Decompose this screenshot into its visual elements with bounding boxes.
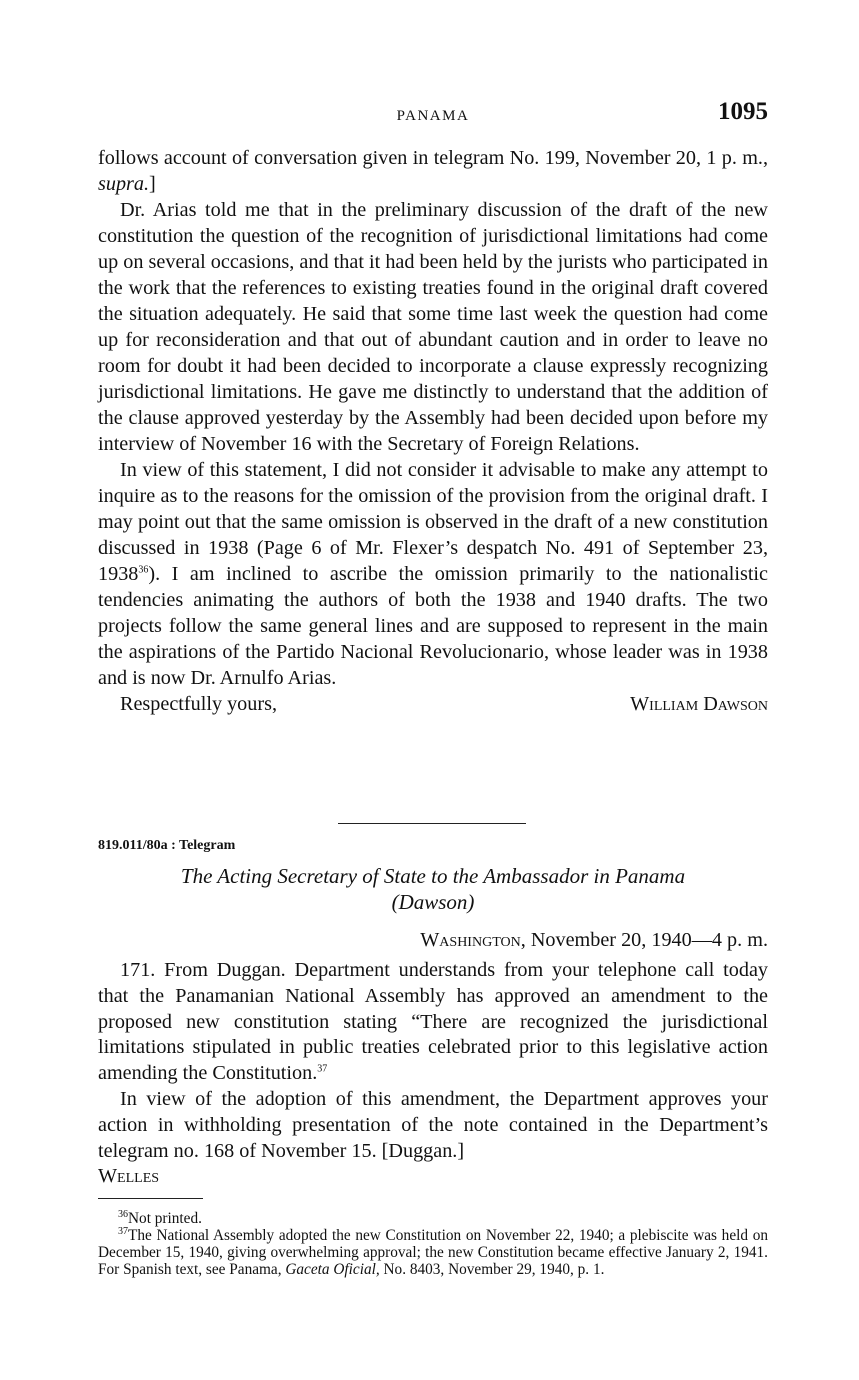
footnote-divider: [98, 1198, 203, 1199]
paragraph-continuation: follows account of conversation given in telegram No. 199, November 20, 1 p. m., supra.]: [98, 147, 768, 195]
complimentary-close: Respectfully yours,: [120, 693, 277, 715]
page-header: [98, 98, 768, 132]
letter-signature: William Dawson: [630, 693, 768, 715]
footnotes: [98, 1210, 768, 1278]
section-divider: [338, 823, 526, 824]
footnote-ref-36: 36: [138, 564, 149, 576]
file-reference: 819.011/80a : Telegram: [98, 838, 236, 853]
italic-supra: supra.: [98, 173, 150, 195]
footnote-ref-37: 37: [317, 1063, 328, 1075]
page-number: 1095: [718, 98, 768, 125]
telegram-signature: Welles: [98, 1165, 160, 1188]
footnote-36: $^{36}$Not printed.: [118, 1208, 202, 1227]
paragraph-statement: In view of this statement, I did not consider it advisable to make any attempt to inquire as to the reasons for the omission of the provision from the original draft. I may point out that the same omission is observed in the draft of a new constitution discussed in 1938 (Page 6 of Mr. Flexer’s despatch No. 491 of September 23, 1938$^{36}$). I am inclined to ascribe the omission primarily to the nationalistic tendencies animating the authors of both the 1938 and 1940 drafts. The two projects follow the same general lines and are supposed to represent in the main the aspirations of the Partido Nacional Revolucionario, whose leader was in 1938 and is now Dr. Arnulfo Arias.: [98, 459, 768, 689]
letter-closing: [98, 691, 768, 717]
letter-body: [98, 145, 768, 717]
dateline-place: Washington,: [420, 929, 526, 951]
footnote-37: $^{37}$The National Assembly adopted the new Constitution on November 22, 1940; a plebiscite was held on December 15, 1940, giving overwhelming approval; the new Constitution became effective January 2, 1941. For Spanish text, see Panama, Gaceta Oficial, No. 8403, November 29, 1940, p. 1.: [98, 1225, 768, 1278]
telegram-paragraph-2: In view of the adoption of this amendment, the Department approves your action in withholding presentation of the note contained in the Department’s telegram no. 168 of November 15. [Duggan.]: [98, 1087, 768, 1162]
document-title: The Acting Secretary of State to the Ambassador in Panama (Dawson): [180, 864, 686, 914]
dateline: [420, 929, 768, 952]
telegram-body: [98, 958, 768, 1190]
telegram-paragraph-1: 171. From Duggan. Department understands from your telephone call today that the Panamanian National Assembly has approved an amendment to the proposed new constitution stating “There are recognized the jurisdictional limitations stipulated in public treaties celebrated prior to this legislative action amending the Constitution.$^{37}$: [98, 959, 768, 1085]
running-head: PANAMA: [396, 108, 470, 124]
paragraph-arias: Dr. Arias told me that in the preliminary discussion of the draft of the new constitution the question of the recognition of jurisdictional limitations had come up on several occasions, and that it had been held by the jurists who participated in the work that the references to existing treaties found in the original draft covered the situation adequately. He said that some time last week the question had come up for reconsideration and that out of abundant caution and in order to leave no room for doubt it had been decided to incorporate a clause expressly recognizing jurisdictional limitations. He gave me distinctly to understand that the addition of the clause approved yesterday by the Assembly had been decided upon before my interview of November 16 with the Secretary of Foreign Relations.: [98, 199, 768, 455]
dateline-date: November 20, 1940—4 p. m.: [525, 929, 768, 951]
